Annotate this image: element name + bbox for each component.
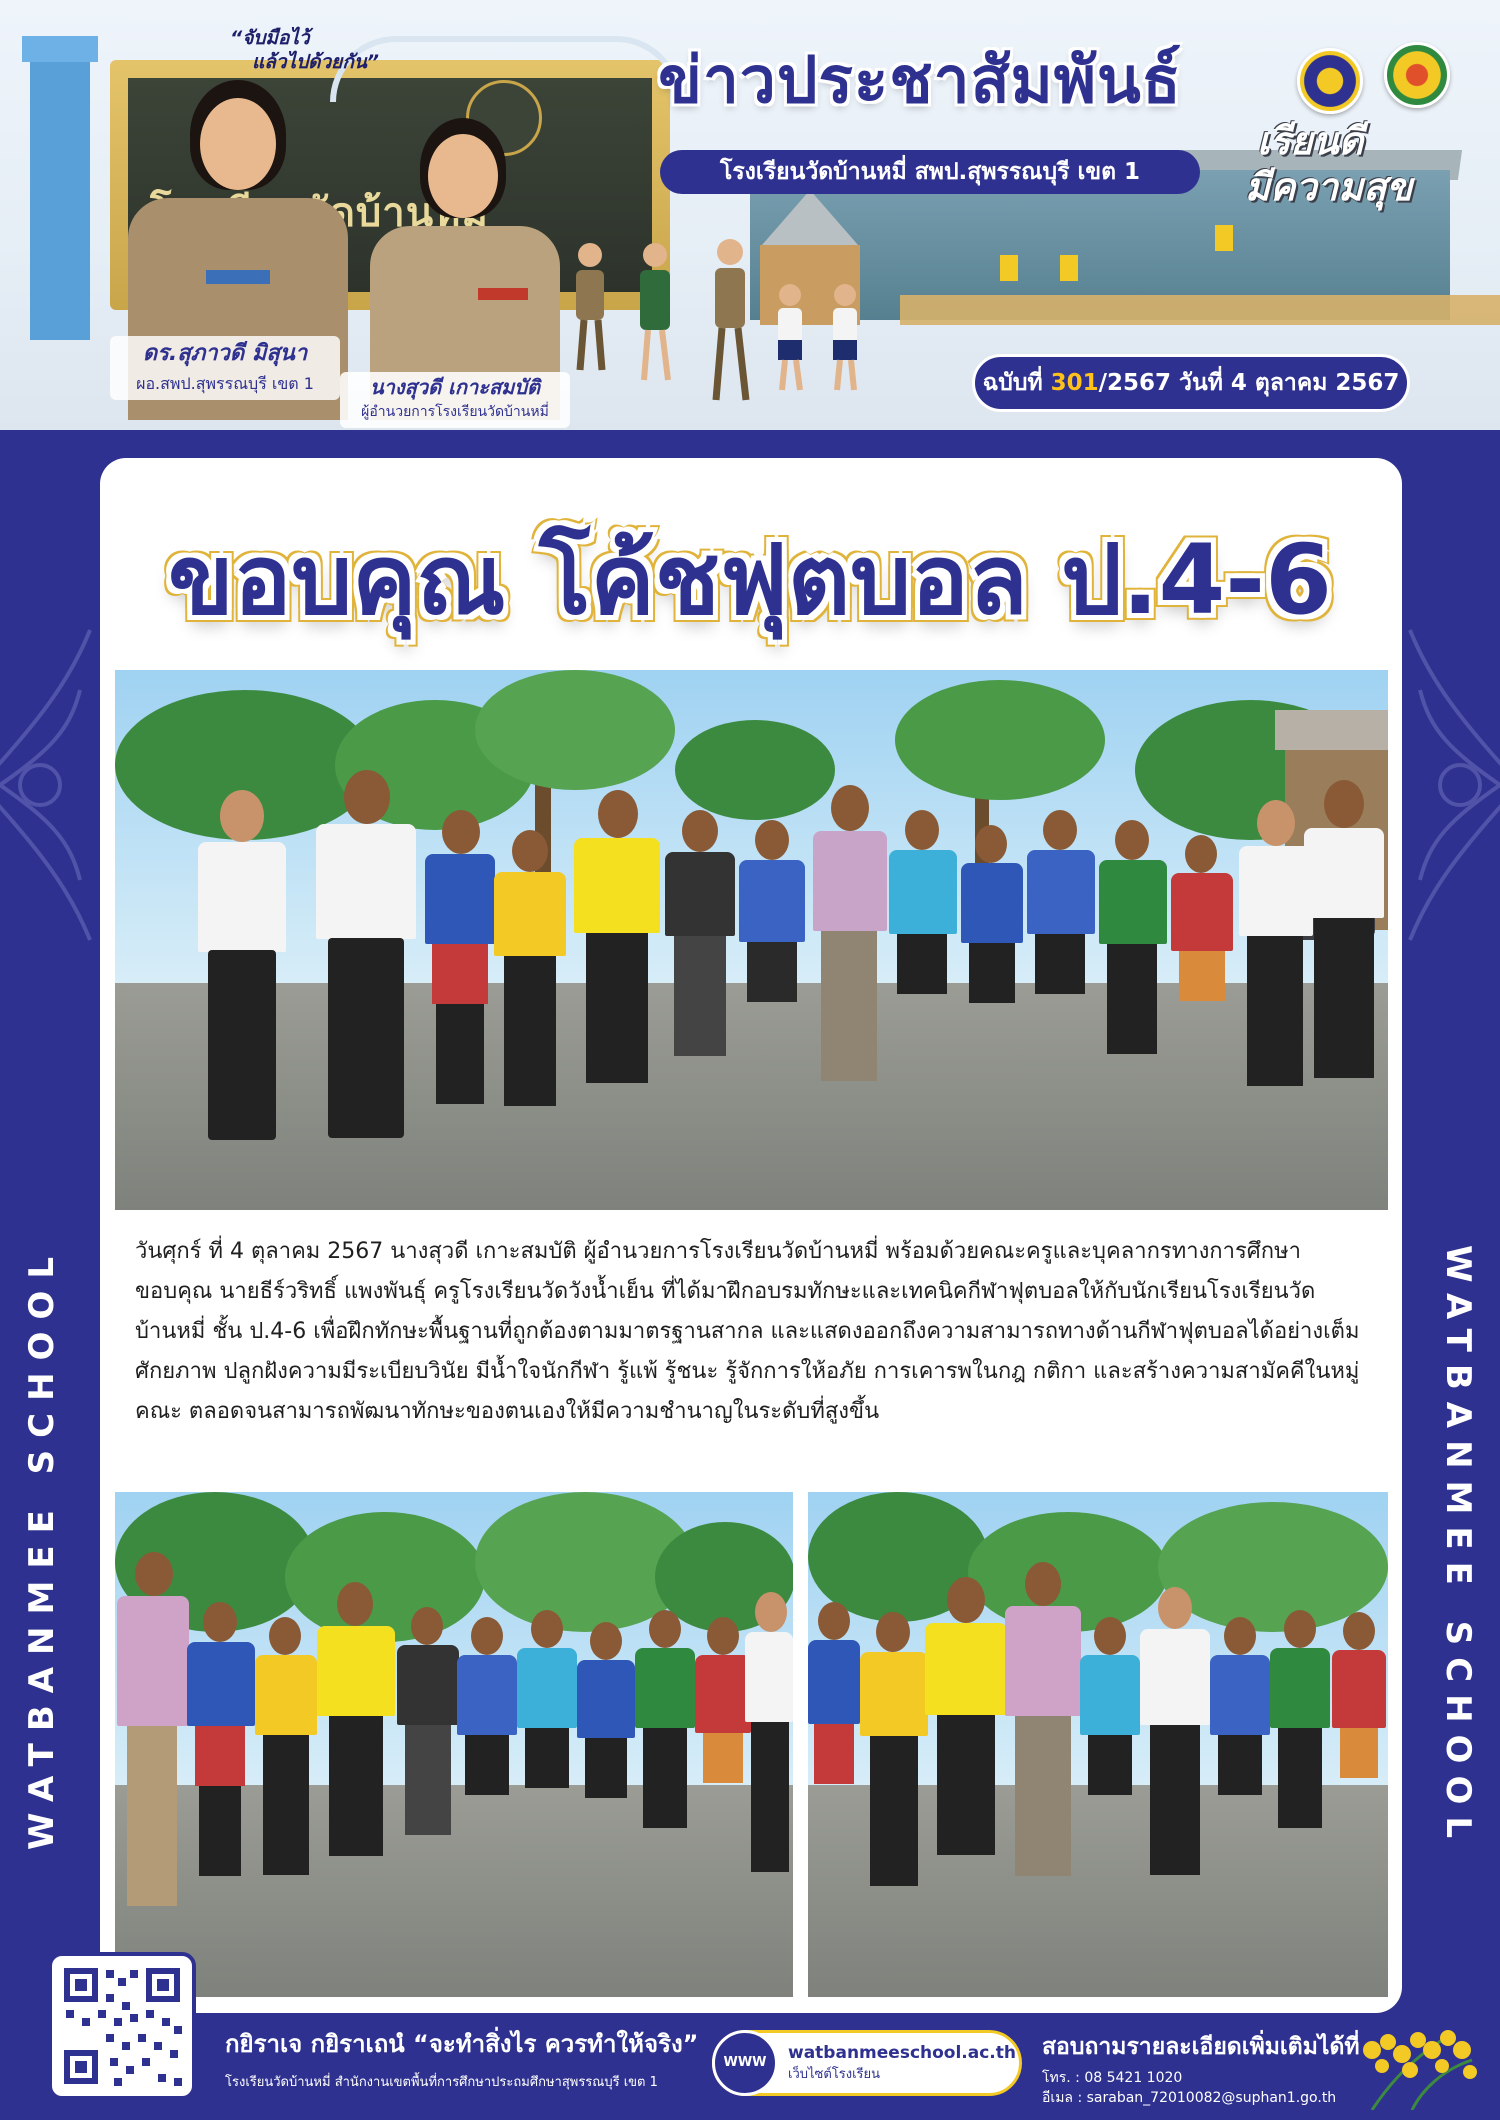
issue-number: 301 <box>1050 370 1099 396</box>
person2-name: นางสุวดี เกาะสมบัติ <box>369 375 541 399</box>
issue-date: /2567 วันที่ 4 ตุลาคม 2567 <box>1098 370 1400 396</box>
headline: ขอบคุณ โค้ชฟุตบอล ป.4-6 <box>168 524 1332 636</box>
flower-decoration-icon <box>1352 2020 1482 2110</box>
gate-pillar <box>30 40 90 340</box>
motto-line-2: มีความสุข <box>1245 165 1413 209</box>
motto-line-1: เรียนดี <box>1257 119 1364 163</box>
building-railing <box>900 295 1500 325</box>
gate-pillar-cap <box>22 36 98 62</box>
www-globe-icon: WWW <box>712 2030 778 2096</box>
website-label: เว็บไซต์โรงเรียน <box>788 2067 881 2082</box>
slogan <box>230 26 430 86</box>
slogan-line-2: แล้วไปด้วยกัน” <box>252 51 380 73</box>
side-label-right: WATBANMEE SCHOOL <box>1438 1245 1478 1851</box>
photo-bottom-right <box>808 1492 1388 1997</box>
issue-info <box>972 354 1410 412</box>
contact-email[interactable]: อีเมล : saraban_72010082@suphan1.go.th <box>1042 2090 1337 2106</box>
obec-logo-icon <box>1384 42 1450 108</box>
footer-motto: กยิราเจ กยิราเถนํ “จะทำสิ่งไร ควรทำให้จริง” <box>225 2030 699 2058</box>
flag-icon <box>1060 255 1078 281</box>
school-logo-icon <box>1297 48 1363 114</box>
qr-code[interactable] <box>48 1952 196 2100</box>
newsletter-title: ข่าวประชาสัมพันธ์ <box>658 44 1182 118</box>
school-name-banner: โรงเรียนวัดบ้านหมี่ สพป.สุพรรณบุรี เขต 1 <box>660 150 1200 194</box>
qr-code-icon <box>52 1956 192 2096</box>
article-body: วันศุกร์ ที่ 4 ตุลาคม 2567 นางสุวดี เกาะสมบัติ ผู้อำนวยการโรงเรียนวัดบ้านหมี่ พร้อมด้วยคณะครูและบุคลากรทางการศึกษา ขอบคุณ นายธีร์วริทธิ์ แพงพันธุ์ ครูโรงเรียนวัดวังน้ำเย็น ที่ได้มาฝึกอบรมทักษะและเทคนิคกีฬาฟุตบอลให้กับนักเรียนโรงเรียนวัดบ้านหมี่ ชั้น ป.4-6 เพื่อฝึกทักษะพื้นฐานที่ถูกต้องตามมาตรฐานสากล และแสดงออกถึงความสามารถทางด้านกีฬาฟุตบอลได้อย่างเต็มศักยภาพ ปลูกฝังความมีระเบียบวินัย มีน้ำใจนักกีฬา รู้แพ้ รู้ชนะ รู้จักการให้อภัย การเคารพในกฎ กติกา และสร้างความสามัคคีในหมู่คณะ ตลอดจนสามารถพัฒนาทักษะของตนเองให้มีความชำนาญในระดับที่สูงขึ้น <box>135 1239 1360 1424</box>
person1-role: ผอ.สพป.สุพรรณบุรี เขต 1 <box>136 374 314 393</box>
left-ornament-icon <box>0 620 100 950</box>
flag-icon <box>1215 225 1233 251</box>
contact-title: สอบถามรายละเอียดเพิ่มเติมได้ที่ <box>1042 2034 1360 2060</box>
right-ornament-icon <box>1400 620 1500 950</box>
walking-students-illustration <box>560 230 890 430</box>
photo-bottom-left <box>115 1492 793 1997</box>
person1-name: ดร.สุภาวดี มิสุนา <box>142 341 308 366</box>
flag-icon <box>1000 255 1018 281</box>
main-photo <box>115 670 1388 1210</box>
footer-school-info: โรงเรียนวัดบ้านหมี่ สำนักงานเขตพื้นที่การศึกษาประถมศึกษาสุพรรณบุรี เขต 1 <box>225 2075 658 2090</box>
slogan-line-1: “จับมือไว้ <box>230 27 310 49</box>
website-url[interactable]: watbanmeeschool.ac.th <box>788 2043 1016 2063</box>
person2-role: ผู้อำนวยการโรงเรียนวัดบ้านหมี่ <box>361 404 549 420</box>
issue-prefix: ฉบับที่ <box>982 370 1051 396</box>
contact-phone: โทร. : 08 5421 1020 <box>1042 2070 1183 2086</box>
motto <box>1245 118 1475 218</box>
header-banner <box>0 0 1500 430</box>
side-label-left: WATBANMEE SCHOOL <box>22 1245 62 1851</box>
